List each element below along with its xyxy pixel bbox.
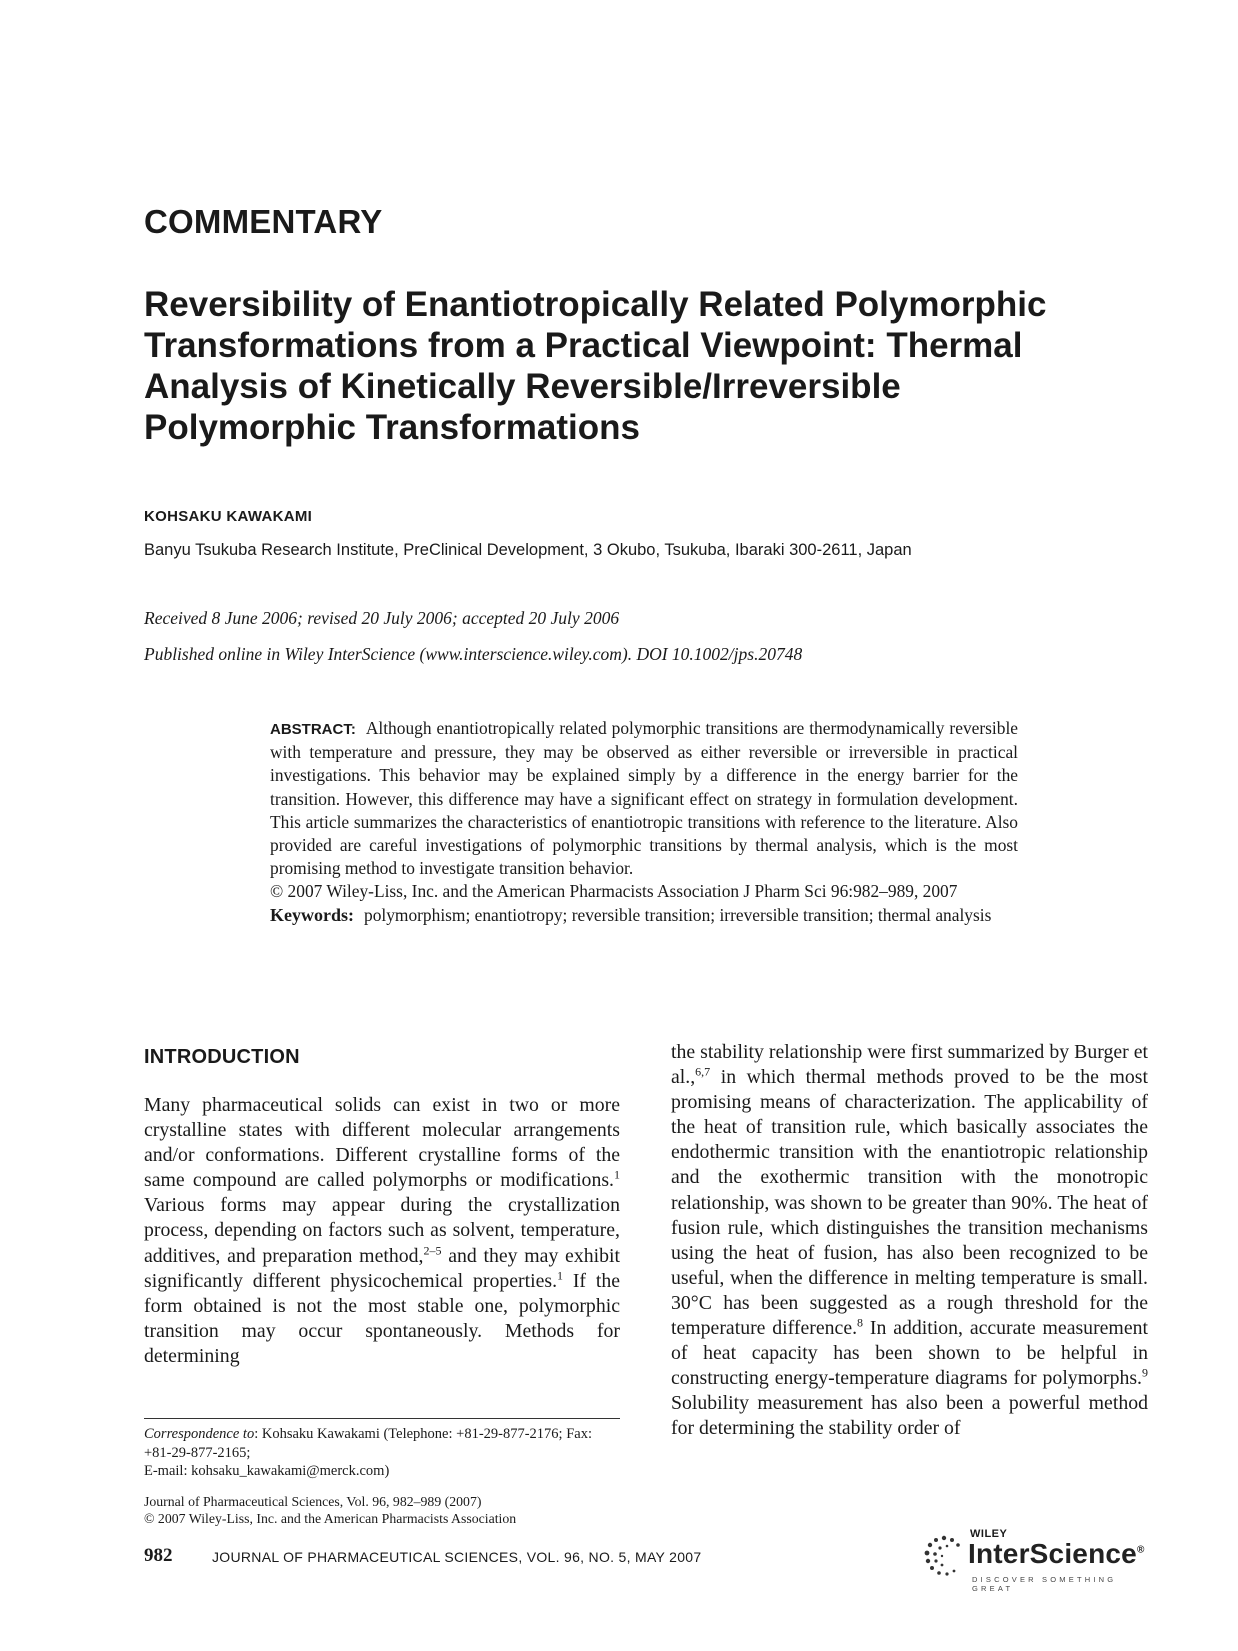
article-title: Reversibility of Enantiotropically Related Polymorphic Transformations from a Practical Viewpoint: Thermal Analysis of Kinetically Reversible/Irreversible Polymorphic Transformations — [144, 285, 1047, 447]
running-footer: JOURNAL OF PHARMACEUTICAL SCIENCES, VOL. 96, NO. 5, MAY 2007 — [212, 1549, 702, 1565]
abstract-block — [270, 717, 1018, 927]
abstract-copyright: © 2007 Wiley-Liss, Inc. and the American Pharmacists Association J Pharm Sci 96:982–989, 2007 — [270, 881, 958, 902]
text-run: Various forms may appear during the crystallization process, depending on factors such as solvent, temperature, additives, and preparation method, — [144, 1194, 620, 1267]
text-run: Many pharmaceutical solids can exist in two or more crystalline states with different molecular arrangements and/or conformations. Different crystalline forms of the same compound are called polymorphs or modifications. — [144, 1094, 620, 1192]
correspondence-text: : Kohsaku Kawakami (Telephone: +81-29-877-2176; Fax: +81-29-877-2165; — [144, 1426, 592, 1461]
citation-ref: 1 — [614, 1167, 620, 1182]
footnote-divider — [144, 1418, 620, 1419]
right-column — [671, 1040, 1148, 1442]
keywords-text: polymorphism; enantiotropy; reversible transition; irreversible transition; thermal analysis — [364, 904, 992, 925]
text-run: If the form obtained is not the most stable one, polymorphic transition may occur spontaneously. Methods for determining — [144, 1269, 620, 1367]
citation-ref: 6,7 — [695, 1064, 711, 1079]
citation-ref: 2–5 — [423, 1242, 442, 1257]
text-run: in which thermal methods proved to be the most promising means of characterization. The applicability of the heat of transition rule, which basically associates the endothermic transition with the enantiotropic relationship and the exothermic transition with the monotropic relationship, was shown to be greater than 90%. The heat of fusion rule, which distinguishes the transition mechanisms using the heat of fusion, has also been recognized to be useful, when the difference in melting temperature is small. 30°C has been suggested as a rough threshold for the temperature difference. — [671, 1066, 1148, 1340]
citation-ref: 1 — [557, 1268, 564, 1283]
keywords-label: Keywords: — [270, 904, 354, 925]
wiley-interscience-logo — [920, 1528, 1150, 1593]
correspondence-email: E-mail: kohsaku_kawakami@merck.com) — [144, 1463, 390, 1479]
dotted-swirl-icon — [920, 1532, 968, 1580]
text-run: In addition, accurate measurement of heat capacity has been shown to be helpful in constructing energy-temperature diagrams for polymorphs. — [671, 1317, 1148, 1390]
received-dates: Received 8 June 2006; revised 20 July 2006; accepted 20 July 2006 — [144, 608, 620, 628]
text-run: and they may exhibit significantly different physicochemical properties. — [144, 1244, 620, 1292]
text-run: Solubility measurement has also been a powerful method for determining the stability order of — [671, 1392, 1148, 1440]
correspondence-footnote — [144, 1425, 620, 1481]
section-label: COMMENTARY — [144, 203, 383, 240]
intro-paragraph-left — [144, 1093, 620, 1369]
intro-paragraph-right — [671, 1040, 1148, 1442]
journal-citation-note — [144, 1493, 620, 1527]
author-affiliation: Banyu Tsukuba Research Institute, PreClinical Development, 3 Okubo, Tsukuba, Ibaraki 300-2611, Japan — [144, 541, 912, 559]
correspondence-line — [144, 1425, 620, 1462]
intro-heading: INTRODUCTION — [144, 1046, 300, 1068]
page-number: 982 — [144, 1545, 173, 1566]
abstract-label: ABSTRACT: — [270, 721, 356, 738]
registered-mark: ® — [1136, 1544, 1145, 1556]
text-run: the stability relationship were first summarized by Burger et al., — [671, 1041, 1148, 1089]
abstract-text-para — [270, 717, 1018, 880]
left-column — [144, 1040, 620, 1369]
logo-brand: WILEY — [970, 1528, 1008, 1540]
publication-info: Published online in Wiley InterScience (www.interscience.wiley.com). DOI 10.1002/jps.20748 — [144, 644, 803, 664]
abstract-text: Although enantiotropically related polymorphic transitions are thermodynamically reversible with temperature and pressure, they may be observed as either reversible or irreversible in practical investigations. This behavior may be explained simply by a difference in the energy barrier for the transition. However, this difference may have a significant effect on strategy in formulation development. This article summarizes the characteristics of enantiotropic transitions with reference to the literature. Also provided are careful investigations of polymorphic transitions by thermal analysis, which is the most promising method to investigate transition behavior. — [270, 718, 1018, 879]
logo-name — [968, 1538, 1145, 1570]
citation-ref: 9 — [1142, 1365, 1148, 1380]
keywords-para — [270, 904, 1018, 927]
author-name: KOHSAKU KAWAKAMI — [144, 508, 313, 525]
journal-copyright: © 2007 Wiley-Liss, Inc. and the American Pharmacists Association — [144, 1511, 517, 1526]
citation-ref: 8 — [857, 1315, 864, 1330]
correspondence-label: Correspondence to — [144, 1426, 255, 1442]
journal-citation: Journal of Pharmaceutical Sciences, Vol. 96, 982–989 (2007) — [144, 1494, 482, 1509]
logo-name-text: InterScience — [968, 1538, 1137, 1569]
logo-tagline: DISCOVER SOMETHING GREAT — [972, 1575, 1117, 1593]
